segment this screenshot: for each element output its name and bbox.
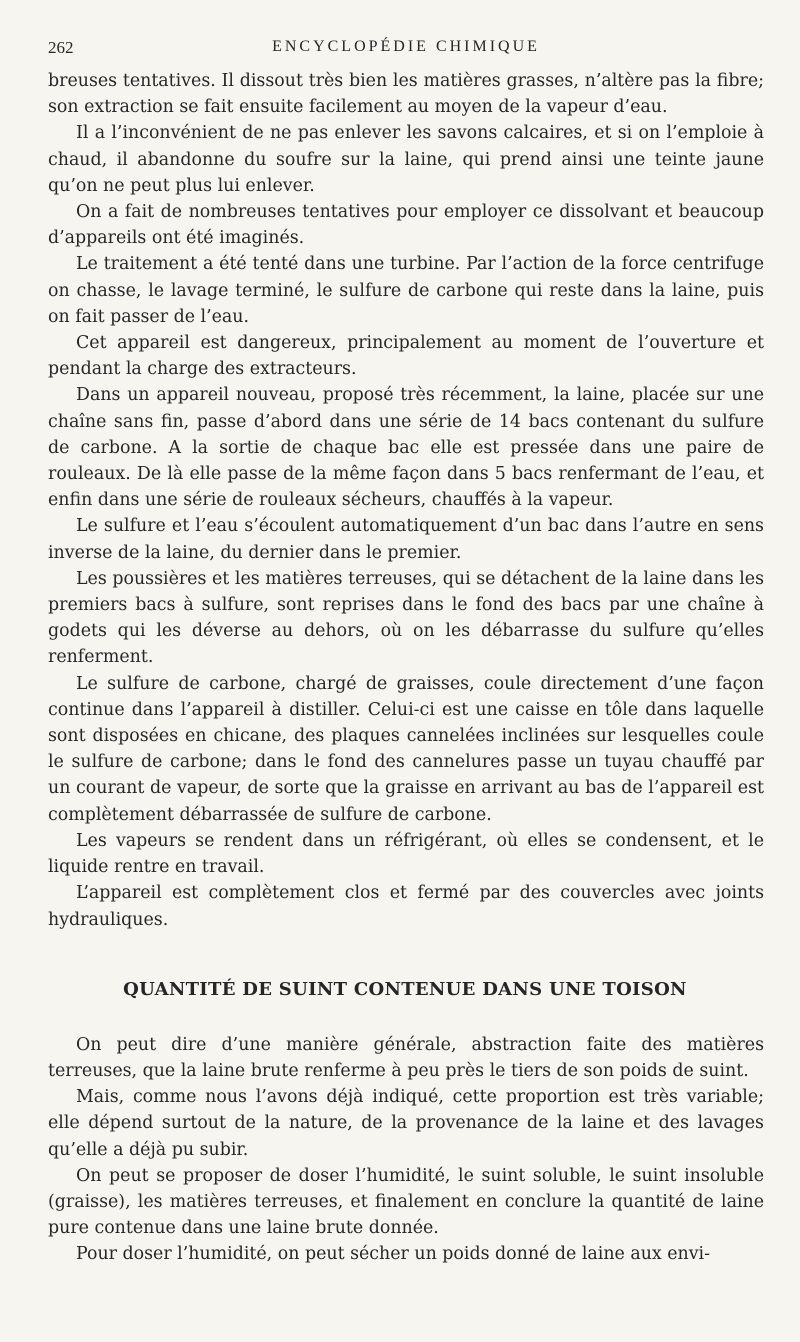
- paragraph: On peut dire d’une manière générale, abstraction faite des matières terreuses, que la laine brute renferme à peu près le tiers de son poids de suint.: [48, 1034, 764, 1081]
- running-title: ENCYCLOPÉDIE CHIMIQUE: [272, 38, 540, 55]
- paragraph: Le traitement a été tenté dans une turbine. Par l’action de la force centrifuge on chasse, le lavage terminé, le sulfure de carbone qui reste dans la laine, puis on fait passer de l’eau.: [48, 254, 764, 327]
- paragraph: Il a l’inconvénient de ne pas enlever les savons calcaires, et si on l’emploie à chaud, il abandonne du soufre sur la laine, qui prend ainsi une teinte jaune qu’on ne peut plus lui enlever.: [48, 123, 764, 196]
- page-header: [48, 38, 764, 68]
- paragraph: On peut se proposer de doser l’humidité, le suint soluble, le suint insoluble (graisse), les matières terreuses, et finalement en conclure la quantité de laine pure contenue dans une laine brute donnée.: [48, 1165, 764, 1239]
- paragraph: breuses tentatives. Il dissout très bien les matières grasses, n’altère pas la fibre; son extraction se fait ensuite facilement au moyen de la vapeur d’eau.: [48, 71, 764, 118]
- section-title: QUANTITÉ DE SUINT CONTENUE DANS UNE TOISON: [123, 978, 687, 1000]
- paragraph: Pour doser l’humidité, on peut sécher un poids donné de laine aux envi-: [76, 1244, 710, 1265]
- paragraph: Dans un appareil nouveau, proposé très récemment, la laine, placée sur une chaîne sans fin, passe d’abord dans une série de 14 bacs contenant du sulfure de carbone. A la sortie de chaque bac elle est pressée dans une paire de rouleaux. De là elle passe de la même façon dans 5 bacs renfermant de l’eau, et enfin dans une série de rouleaux sécheurs, chauffés à la vapeur.: [48, 385, 764, 511]
- paragraph: Mais, comme nous l’avons déjà indiqué, cette proportion est très variable; elle dépend surtout de la nature, de la provenance de la laine et des lavages qu’elle a déjà pu subir.: [48, 1087, 764, 1160]
- paragraph: Le sulfure et l’eau s’écoulent automatiquement d’un bac dans l’autre en sens inverse de la laine, du dernier dans le premier.: [48, 516, 764, 563]
- paragraph: Les vapeurs se rendent dans un réfrigérant, où elles se condensent, et le liquide rentre en travail.: [48, 830, 764, 878]
- body-text-after: [48, 1032, 764, 1268]
- paragraph: L’appareil est complètement clos et fermé par des couvercles avec joints hydrauliques.: [48, 883, 764, 930]
- paragraph: Le sulfure de carbone, chargé de graisses, coule directement d’une façon continue dans l’appareil à distiller. Celui-ci est une caisse en tôle dans laquelle sont disposées en chicane, des plaques cannelées inclinées sur lesquelles coule le sulfure de carbone; dans le fond des cannelures passe un tuyau chauffé par un courant de vapeur, de sorte que la graisse en arrivant au bas de l’appareil est complètement débarrassée de sulfure de carbone.: [48, 673, 764, 825]
- paragraph: Cet appareil est dangereux, principalement au moment de l’ouverture et pendant la charge des extracteurs.: [48, 333, 764, 380]
- body-text-before: [48, 68, 764, 933]
- paragraph: On a fait de nombreuses tentatives pour employer ce dissolvant et beaucoup d’appareils ont été imaginés.: [48, 202, 764, 249]
- page-number: 262: [48, 38, 74, 57]
- paragraph: Les poussières et les matières terreuses, qui se détachent de la laine dans les premiers bacs à sulfure, sont reprises dans le fond des bacs par une chaîne à godets qui les déverse au dehors, où on les débarrasse du sulfure qu’elles renferment.: [48, 568, 764, 668]
